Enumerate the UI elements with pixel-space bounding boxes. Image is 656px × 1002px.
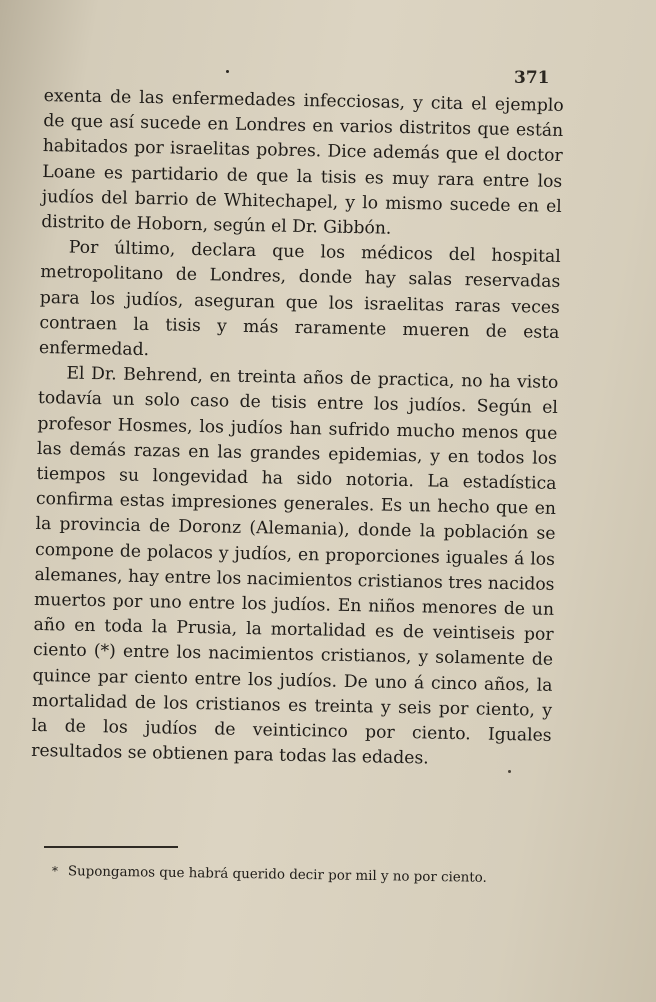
paper-speck [508,770,511,773]
paragraph-2: Por último, declara que los médicos del hospital metropolitano de Londres, donde hay salas reservadas para los judíos, aseguran que los israelitas raras veces contraen la tisis y más raramente mueren de esta enfermedad. [38,237,561,361]
footnote-marker: * [51,864,58,879]
footnote-rule [44,846,178,848]
paragraph-1: exenta de las enfermedades infecciosas, y cita el ejemplo de que así sucede en Londres en varios distritos que están habitados por israelitas pobres. Dice además que el doctor Loane es partidario de que la tisis es muy rara entre los judíos del barrio de Whitechapel, y lo mismo sucede en el distrito de Hoborn, según el Dr. Gibbón. [41,85,564,239]
body-text [31,84,564,774]
printing-dot [226,70,229,73]
footnote-text: Supongamos que habrá querido decir por mil y no por ciento. [67,864,487,886]
page-number: 371 [514,68,550,88]
footnote [52,864,512,886]
paragraph-3: El Dr. Behrend, en treinta años de practica, no ha visto todavía un solo caso de tisis entre los judíos. Según el profesor Hosmes, los judíos han sufrido mucho menos que las demás razas en las grandes epidemias, y en todos los tiempos su longevidad ha sido notoria. La estadística confirma estas impresiones generales. Es un hecho que en la provincia de Doronz (Alemania), donde la población se compone de polacos y judíos, en proporciones iguales á los alemanes, hay entre los nacimientos cristianos tres nacidos muertos por uno entre los judíos. En niños menores de un año en toda la Prusia, la mortalidad es de veintiseis por ciento (*) entre los nacimientos cristianos, y solamente de quince par ciento entre los judíos. De uno á cinco años, la mortalidad de los cristianos es treinta y seis por ciento, y la de los judíos de veinticinco por ciento. Iguales resultados se obtienen para todas las edades. [30,363,559,769]
